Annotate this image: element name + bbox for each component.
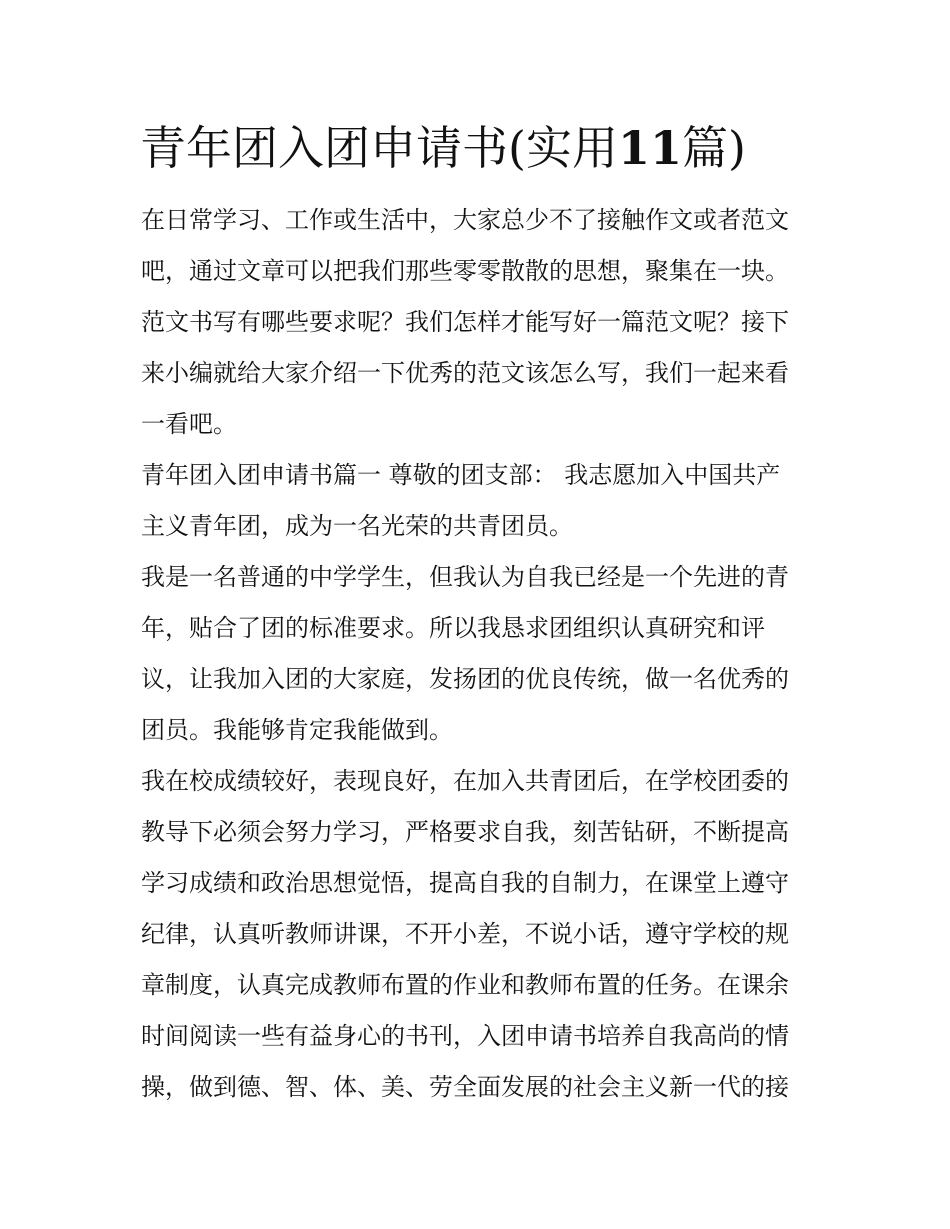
text-line: 操，做到德、智、体、美、劳全面发展的社会主义新一代的接 (141, 1073, 789, 1101)
document-title (140, 118, 820, 178)
text-line: 时间阅读一些有益身心的书刊，入团申请书培养自我高尚的情 (141, 1022, 789, 1050)
text-line: 年，贴合了团的标准要求。所以我恳求团组织认真研究和评 (141, 614, 765, 642)
text-line: 学习成绩和政治思想觉悟，提高自我的自制力，在课堂上遵守 (141, 869, 789, 897)
text-line: 在日常学习、工作或生活中，大家总少不了接触作文或者范文 (141, 206, 789, 234)
text-line: 范文书写有哪些要求呢？我们怎样才能写好一篇范文呢？接下 (141, 308, 789, 336)
title-number: 11 (617, 121, 682, 175)
text-line: 我在校成绩较好，表现良好，在加入共青团后，在学校团委的 (141, 767, 789, 795)
text-line: 主义青年团，成为一名光荣的共青团员。 (141, 512, 573, 540)
text-line: 来小编就给大家介绍一下优秀的范文该怎么写，我们一起来看 (141, 359, 789, 387)
text-line: 青年团入团申请书篇一 尊敬的团支部： 我志愿加入中国共产 (141, 461, 781, 489)
text-line: 我是一名普通的中学学生，但我认为自我已经是一个先进的青 (141, 563, 789, 591)
title-suffix: 篇) (681, 121, 746, 175)
text-line: 一看吧。 (141, 410, 237, 438)
text-line: 教导下必须会努力学习，严格要求自我，刻苦钻研，不断提高 (141, 818, 789, 846)
text-line: 团员。我能够肯定我能做到。 (141, 716, 453, 744)
text-line: 章制度，认真完成教师布置的作业和教师布置的任务。在课余 (141, 971, 789, 999)
text-line: 纪律，认真听教师讲课，不开小差，不说小话，遵守学校的规 (141, 920, 789, 948)
title-prefix: 青年团入团申请书(实用 (140, 121, 618, 175)
text-line: 议，让我加入团的大家庭，发扬团的优良传统，做一名优秀的 (141, 665, 789, 693)
text-line: 吧，通过文章可以把我们那些零零散散的思想，聚集在一块。 (141, 257, 789, 285)
